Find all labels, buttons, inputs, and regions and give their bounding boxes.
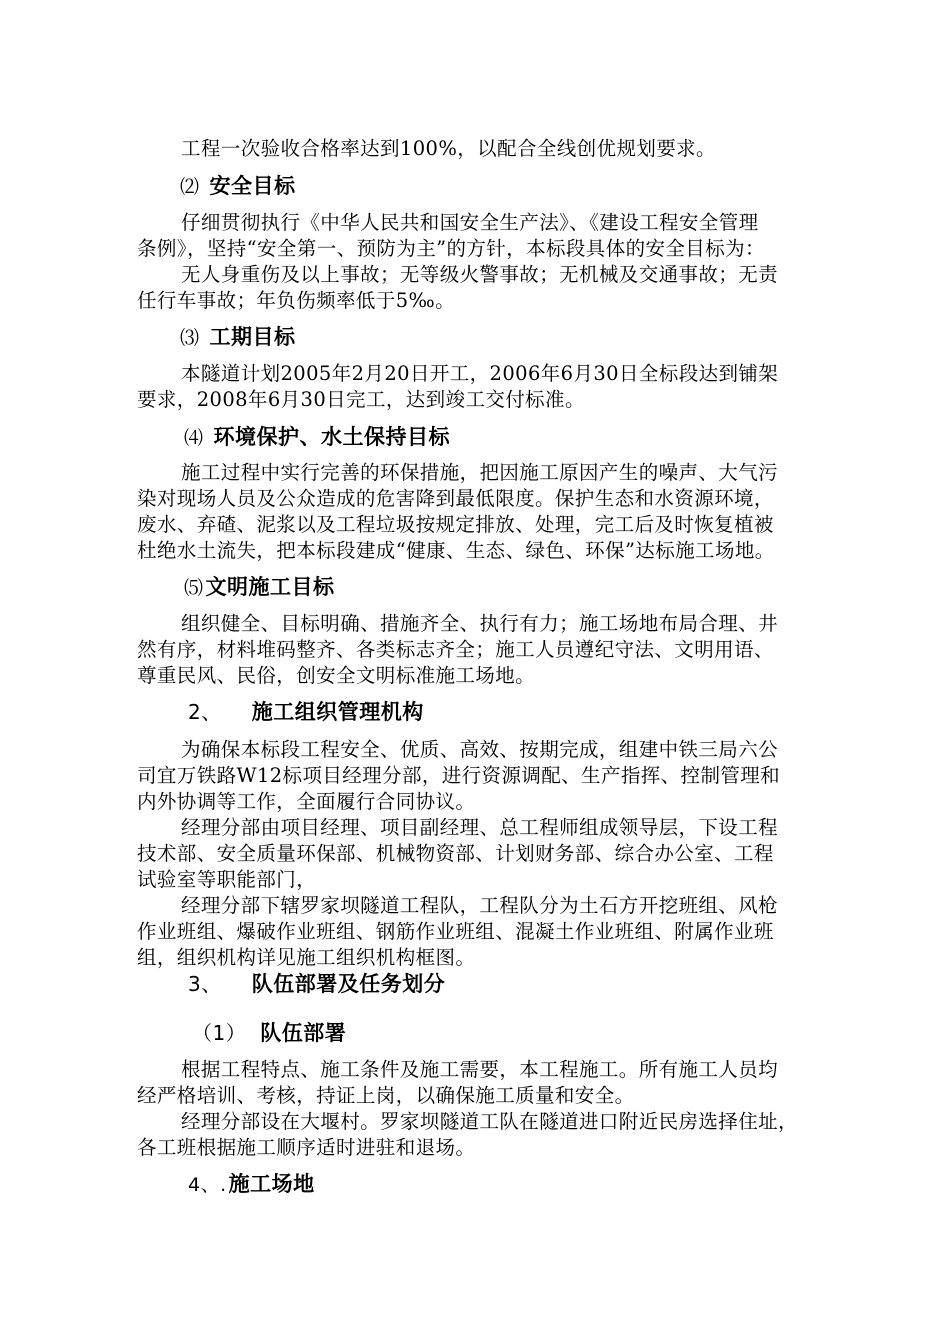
paragraph-line: 经理分部设在大堰村。罗家坝隧道工队在隧道进口附近民房选择住址， bbox=[181, 1110, 798, 1133]
heading-number: 2、 bbox=[188, 700, 222, 724]
paragraph-line: 工程一次验收合格率达到100%，以配合全线创优规划要求。 bbox=[181, 137, 716, 160]
paragraph-line: 废水、弃碴、泥浆以及工程垃圾按规定排放、处理，完工后及时恢复植被 bbox=[137, 513, 774, 536]
heading-text: 环境保护、水土保持目标 bbox=[213, 425, 451, 449]
paragraph-line: 无人身重伤及以上事故；无等级火警事故；无机械及交通事故；无责 bbox=[181, 263, 779, 286]
heading-text: 安全目标 bbox=[209, 174, 296, 198]
paragraph-line: 根据工程特点、施工条件及施工需要，本工程施工。所有施工人员均 bbox=[181, 1058, 779, 1081]
heading-number: ⑵ bbox=[180, 176, 200, 198]
paragraph-line: 施工过程中实行完善的环保措施，把因施工原因产生的噪声、大气污 bbox=[181, 461, 779, 484]
section-heading-team bbox=[188, 970, 445, 998]
paragraph-line: 试验室等职能部门， bbox=[137, 868, 317, 891]
section-heading-safety bbox=[180, 172, 296, 201]
paragraph-line: 为确保本标段工程安全、优质、高效、按期完成，组建中铁三局六公 bbox=[181, 738, 779, 761]
paragraph-line: 经理分部下辖罗家坝隧道工程队，工程队分为土石方开挖班组、风枪 bbox=[181, 894, 779, 917]
heading-number: ⑸ bbox=[184, 577, 204, 599]
heading-text: 施工场地 bbox=[228, 1172, 315, 1196]
paragraph-line: 内外协调等工作，全面履行合同协议。 bbox=[137, 790, 476, 813]
section-heading-schedule bbox=[180, 323, 296, 352]
paragraph-line: 各工班根据施工顺序适时进驻和退场。 bbox=[137, 1136, 476, 1159]
paragraph-line: 任行车事故；年负伤频率低于5‰。 bbox=[137, 289, 455, 312]
heading-text: 工期目标 bbox=[209, 325, 296, 349]
paragraph-line: 司宜万铁路W12标项目经理分部，进行资源调配、生产指挥、控制管理和 bbox=[137, 764, 781, 787]
heading-number: 4、. bbox=[188, 1174, 227, 1196]
heading-number: 3、 bbox=[188, 972, 222, 996]
heading-number: （1） bbox=[192, 1021, 247, 1045]
paragraph-line: 经理分部由项目经理、项目副经理、总工程师组成领导层，下设工程 bbox=[181, 816, 779, 839]
section-heading-deployment bbox=[192, 1019, 346, 1047]
paragraph-line: 要求，2008年6月30日完工，达到竣工交付标准。 bbox=[137, 388, 585, 411]
section-heading-organization bbox=[188, 698, 424, 726]
heading-number: ⑶ bbox=[180, 327, 200, 349]
paragraph-line: 技术部、安全质量环保部、机械物资部、计划财务部、综合办公室、工程 bbox=[137, 842, 774, 865]
paragraph-line: 组织健全、目标明确、措施齐全、执行有力；施工场地布局合理、井 bbox=[181, 612, 779, 635]
heading-number: ⑷ bbox=[184, 427, 204, 449]
section-heading-civilized bbox=[184, 573, 335, 602]
paragraph-line: 本隧道计划2005年2月20日开工，2006年6月30日全标段达到铺架 bbox=[181, 362, 779, 385]
paragraph-line: 仔细贯彻执行《中华人民共和国安全生产法》、《建设工程安全管理 bbox=[181, 211, 759, 234]
paragraph-line: 杜绝水土流失，把本标段建成“健康、生态、绿色、环保”达标施工场地。 bbox=[137, 539, 775, 562]
paragraph-line: 然有序，材料堆码整齐、各类标志齐全；施工人员遵纪守法、文明用语、 bbox=[137, 638, 774, 661]
paragraph-line: 组，组织机构详见施工组织机构框图。 bbox=[137, 946, 476, 969]
paragraph-line: 染对现场人员及公众造成的危害降到最低限度。保护生态和水资源环境， bbox=[137, 487, 774, 510]
heading-text: 施工组织管理机构 bbox=[251, 700, 424, 724]
heading-text: 队伍部署 bbox=[260, 1021, 347, 1045]
section-heading-environment bbox=[184, 423, 450, 452]
paragraph-line: 尊重民风、民俗，创安全文明标准施工场地。 bbox=[137, 664, 536, 687]
paragraph-line: 作业班组、爆破作业班组、钢筋作业班组、混凝土作业班组、附属作业班 bbox=[137, 920, 774, 943]
paragraph-line: 经严格培训、考核，持证上岗，以确保施工质量和安全。 bbox=[137, 1084, 635, 1107]
paragraph-line: 条例》，坚持“安全第一、预防为主”的方针，本标段具体的安全目标为： bbox=[137, 237, 765, 260]
heading-text: 文明施工目标 bbox=[205, 575, 335, 599]
section-heading-site bbox=[188, 1170, 315, 1199]
heading-text: 队伍部署及任务划分 bbox=[251, 972, 446, 996]
